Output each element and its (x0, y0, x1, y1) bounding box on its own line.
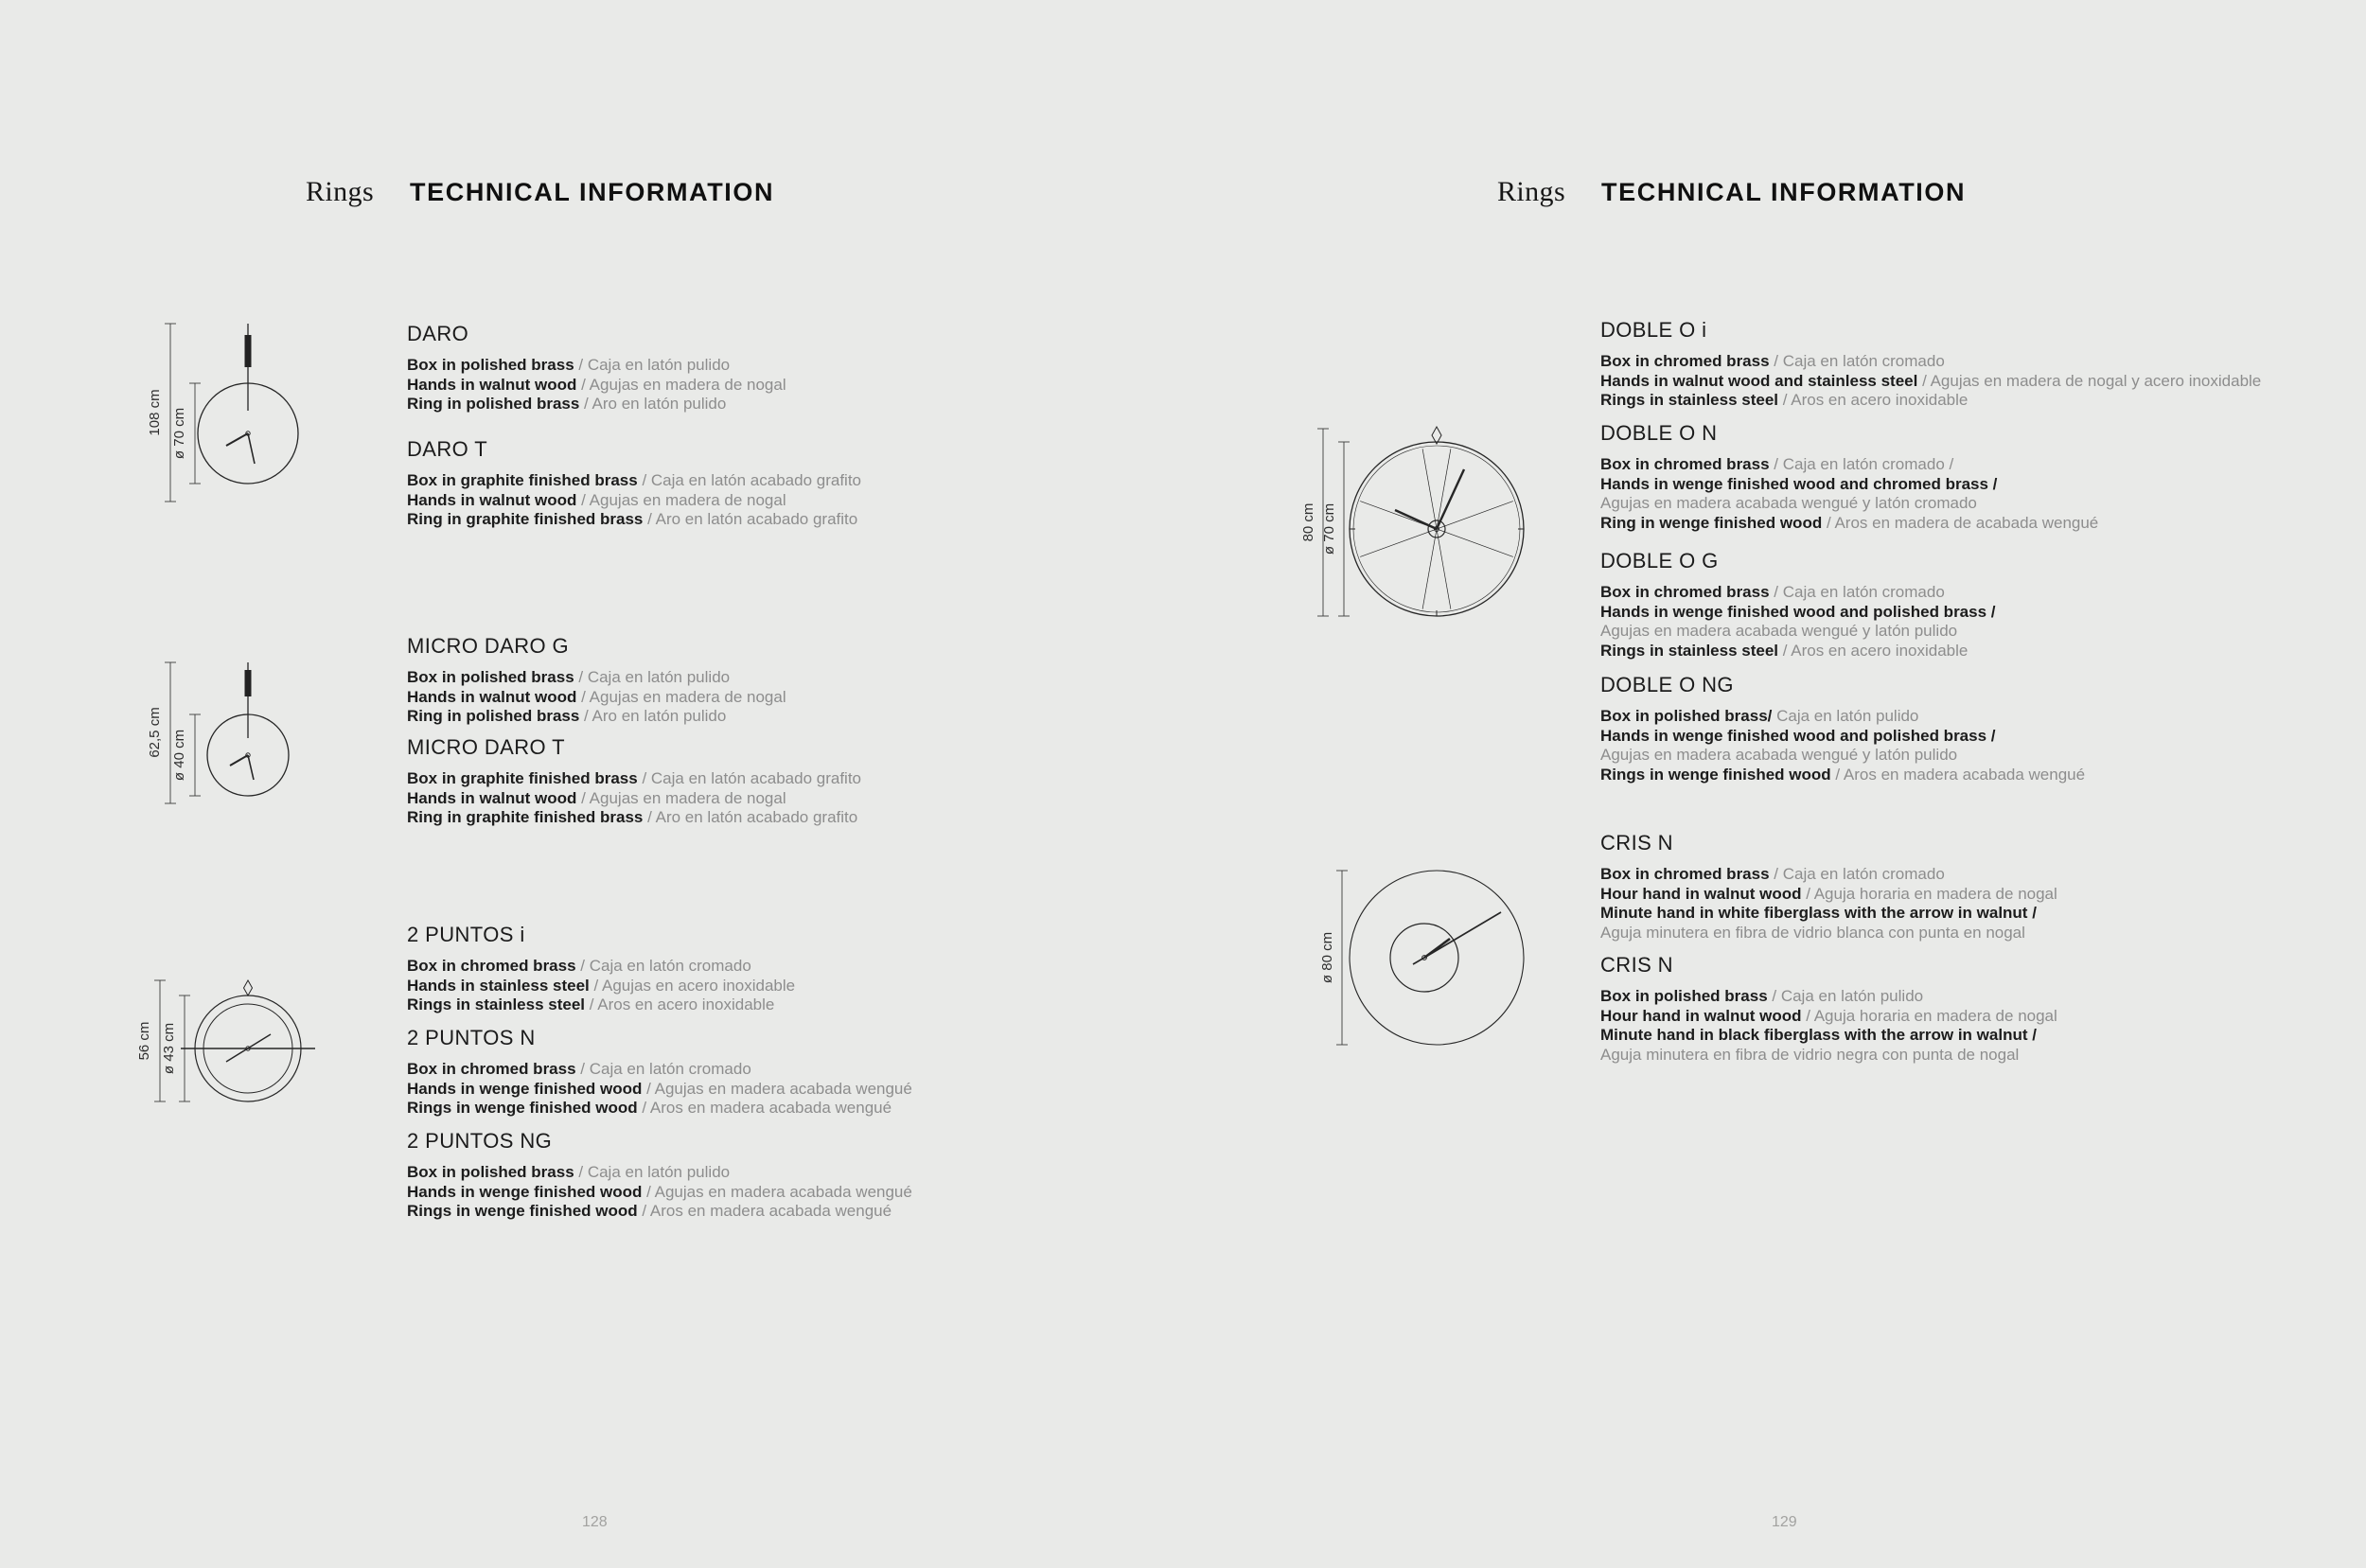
spec-english: Rings in stainless steel (1600, 641, 1779, 660)
spec-line (1600, 865, 2348, 885)
clock-outline (1350, 427, 1524, 616)
product-name: 2 PUNTOS NG (407, 1129, 553, 1153)
spec-spanish: / Aros en madera acabada wengué (637, 1202, 892, 1220)
spec-line (407, 471, 1032, 491)
product-name: 2 PUNTOS i (407, 923, 525, 946)
diameter-dimension-label: ø 43 cm (161, 1022, 177, 1075)
page-number-right: 129 (1772, 1514, 1797, 1530)
product-doble-o-i (1600, 318, 2348, 411)
spec-line (407, 668, 1032, 688)
diameter-dimension-label: ø 80 cm (1319, 931, 1335, 984)
spec-line (407, 1163, 1032, 1183)
spec-english: Box in graphite finished brass (407, 769, 638, 787)
product-cris-n-2 (1600, 953, 2348, 1065)
product-name: DARO (407, 322, 469, 345)
spec-spanish: / Caja en latón acabado grafito (637, 769, 861, 787)
collection-name: Rings (1497, 176, 1566, 207)
product-2-puntos-ng (407, 1129, 1032, 1222)
diameter-dimension (171, 383, 201, 484)
diameter-dimension-label: ø 70 cm (1321, 502, 1337, 555)
spec-spanish: / Caja en latón pulido (1767, 987, 1924, 1005)
product-micro-daro-g (407, 634, 1032, 727)
spec-line (1600, 746, 2348, 766)
spec-line (407, 376, 1032, 396)
spec-line (1600, 455, 2348, 475)
spec-english: Box in graphite finished brass (407, 471, 638, 489)
spec-spanish: / Aguja horaria en madera de nogal (1801, 1006, 2057, 1025)
spec-line (407, 1202, 1032, 1222)
product-name: MICRO DARO G (407, 634, 570, 658)
micro-daro-clock-diagram (134, 655, 324, 811)
spec-line (1600, 352, 2348, 372)
spec-english: Ring in polished brass (407, 395, 580, 413)
product-doble-o-n (1600, 421, 2348, 533)
spec-line (1600, 1046, 2348, 1066)
spec-line (407, 688, 1032, 708)
spec-spanish: Caja en latón pulido (1772, 707, 1919, 725)
spec-line (407, 977, 1032, 996)
spec-line (1600, 622, 2348, 642)
spec-line (1600, 642, 2348, 661)
spec-english: Minute hand in white fiberglass with the arrow in walnut / (1600, 904, 2037, 922)
spec-line (407, 1183, 1032, 1203)
spec-english: Box in polished brass (407, 668, 574, 686)
spec-english: Rings in wenge finished wood (407, 1099, 638, 1117)
clock-outline (1350, 871, 1524, 1045)
spec-line (1600, 514, 2348, 534)
clock-outline (198, 324, 298, 484)
product-name: CRIS N (1600, 831, 1673, 854)
spec-english: Hands in walnut wood (407, 788, 577, 807)
spec-english: Box in polished brass (407, 1163, 574, 1181)
collection-name: Rings (306, 176, 375, 207)
spec-english: Box in chromed brass (1600, 352, 1770, 370)
product-name: DOBLE O N (1600, 421, 1718, 445)
spec-spanish: / Aro en latón pulido (579, 395, 727, 413)
spec-spanish: / Agujas en madera acabada wengué (642, 1182, 912, 1201)
spec-line (407, 1060, 1032, 1080)
spec-english: Hour hand in walnut wood (1600, 884, 1802, 903)
spec-spanish: / Agujas en madera de nogal (576, 490, 786, 509)
spec-line (1600, 904, 2348, 924)
spec-spanish: / Agujas en madera de nogal y acero inoxidable (1917, 371, 2262, 390)
spec-english: Hands in walnut wood (407, 375, 577, 394)
product-doble-o-g (1600, 549, 2348, 661)
spec-spanish: / Caja en latón cromado (1769, 352, 1945, 370)
spec-spanish: / Aros en madera acabada wengué (637, 1099, 892, 1117)
doble-o-clock-diagram (1297, 421, 1562, 643)
spec-spanish: / Caja en latón cromado (1769, 583, 1945, 601)
spec-english: Hour hand in walnut wood (1600, 1006, 1802, 1025)
spec-spanish: / Aros en acero inoxidable (1778, 641, 1969, 660)
product-2-puntos-n (407, 1026, 1032, 1119)
spec-english: Hands in walnut wood and stainless steel (1600, 371, 1918, 390)
product-micro-daro-t (407, 735, 1032, 828)
page-number-left: 128 (582, 1514, 608, 1530)
spec-spanish: / Caja en latón pulido (574, 668, 731, 686)
spec-spanish: / Caja en latón cromado (575, 1060, 751, 1078)
dos-puntos-clock-diagram (118, 967, 336, 1119)
spec-english: Box in chromed brass (1600, 865, 1770, 883)
spec-line (407, 491, 1032, 511)
product-cris-n (1600, 831, 2348, 943)
spec-spanish: / Aro en latón acabado grafito (643, 808, 858, 826)
spec-english: Rings in stainless steel (407, 995, 586, 1013)
spec-line (407, 510, 1032, 530)
page-header-left (306, 176, 774, 208)
height-dimension-label: 62,5 cm (147, 707, 163, 758)
spec-line (407, 707, 1032, 727)
spec-spanish: / Agujas en acero inoxidable (589, 976, 796, 995)
spec-english: Hands in wenge finished wood and polished brass / (1600, 602, 1996, 621)
spec-line (1600, 707, 2348, 727)
spec-line (407, 957, 1032, 977)
spec-spanish: / Aguja horaria en madera de nogal (1801, 884, 2057, 903)
spec-spanish: / Aro en latón pulido (579, 707, 727, 725)
spec-spanish: / Aro en latón acabado grafito (643, 510, 858, 528)
spec-spanish: Agujas en madera acabada wengué y latón pulido (1600, 622, 1958, 640)
spec-english: Rings in wenge finished wood (407, 1202, 638, 1220)
spec-line (1600, 372, 2348, 392)
diameter-dimension (1321, 442, 1350, 616)
spec-english: Hands in wenge finished wood (407, 1079, 643, 1098)
spec-line (1600, 727, 2348, 747)
spec-line (407, 395, 1032, 414)
spec-spanish: Aguja minutera en fibra de vidrio negra con punta de nogal (1600, 1045, 2020, 1064)
spec-spanish: / Caja en latón pulido (574, 1163, 731, 1181)
spec-english: Box in chromed brass (1600, 455, 1770, 473)
spec-english: Ring in graphite finished brass (407, 510, 644, 528)
spec-spanish: / Aros en acero inoxidable (1778, 391, 1969, 409)
clock-outline (207, 662, 289, 796)
spec-english: Hands in walnut wood (407, 687, 577, 706)
product-name: CRIS N (1600, 953, 1673, 977)
spec-line (1600, 583, 2348, 603)
spec-spanish: / Aros en acero inoxidable (585, 995, 775, 1013)
clock-outline (181, 980, 315, 1101)
spec-english: Box in chromed brass (407, 1060, 576, 1078)
diameter-dimension (1319, 871, 1348, 1045)
spec-spanish: / Caja en latón cromado (1769, 865, 1945, 883)
spec-line (1600, 1007, 2348, 1027)
spec-english: Hands in wenge finished wood and polished brass / (1600, 726, 1996, 745)
product-2-puntos-i (407, 923, 1032, 1015)
spec-line (407, 356, 1032, 376)
spec-spanish: / Agujas en madera de nogal (576, 375, 786, 394)
product-daro-t (407, 437, 1032, 530)
product-doble-o-ng (1600, 673, 2348, 784)
spec-spanish: / Aros en madera acabada wengué (1830, 765, 2086, 784)
product-name: MICRO DARO T (407, 735, 565, 759)
spec-english: Rings in stainless steel (1600, 391, 1779, 409)
spec-spanish: / Caja en latón cromado / (1769, 455, 1954, 473)
spec-english: Ring in wenge finished wood (1600, 513, 1823, 532)
product-name: 2 PUNTOS N (407, 1026, 536, 1049)
diameter-dimension (171, 714, 201, 796)
spec-line (1600, 766, 2348, 785)
spec-line (1600, 494, 2348, 514)
spec-english: Hands in walnut wood (407, 490, 577, 509)
page-title: TECHNICAL INFORMATION (1601, 178, 1967, 206)
spec-spanish: Aguja minutera en fibra de vidrio blanca con punta en nogal (1600, 923, 2025, 942)
spec-line (407, 789, 1032, 809)
page-header-right (1497, 176, 1966, 208)
product-name: DOBLE O NG (1600, 673, 1734, 696)
spec-english: Box in polished brass (1600, 987, 1768, 1005)
product-name: DOBLE O i (1600, 318, 1707, 342)
spec-english: Hands in stainless steel (407, 976, 590, 995)
spec-english: Rings in wenge finished wood (1600, 765, 1831, 784)
spec-english: Box in chromed brass (407, 957, 576, 975)
spec-line (407, 1099, 1032, 1119)
spec-spanish: Agujas en madera acabada wengué y latón pulido (1600, 746, 1958, 764)
spec-spanish: / Agujas en madera de nogal (576, 687, 786, 706)
spec-spanish: / Caja en latón pulido (574, 356, 731, 374)
spec-english: Ring in polished brass (407, 707, 580, 725)
height-dimension-label: 80 cm (1300, 502, 1316, 542)
product-name: DARO T (407, 437, 488, 461)
spec-english: Ring in graphite finished brass (407, 808, 644, 826)
product-daro (407, 322, 1032, 414)
spec-english: Box in chromed brass (1600, 583, 1770, 601)
height-dimension-label: 56 cm (136, 1021, 152, 1061)
spec-spanish: Agujas en madera acabada wengué y latón cromado (1600, 494, 1977, 512)
height-dimension-label: 108 cm (147, 389, 163, 436)
spec-spanish: / Agujas en madera de nogal (576, 788, 786, 807)
spec-line (1600, 475, 2348, 495)
cris-clock-diagram (1315, 864, 1552, 1057)
spec-english: Box in polished brass (407, 356, 574, 374)
spec-line (1600, 1026, 2348, 1046)
spec-spanish: / Caja en latón cromado (575, 957, 751, 975)
spec-english: Box in polished brass/ (1600, 707, 1773, 725)
page-title: TECHNICAL INFORMATION (410, 178, 775, 206)
diameter-dimension-label: ø 40 cm (171, 729, 187, 782)
spec-spanish: / Aros en madera de acabada wengué (1822, 513, 2099, 532)
spec-spanish: / Agujas en madera acabada wengué (642, 1079, 912, 1098)
spec-line (407, 995, 1032, 1015)
spec-line (1600, 885, 2348, 905)
diameter-dimension-label: ø 70 cm (171, 407, 187, 460)
spec-line (407, 1080, 1032, 1100)
spec-english: Hands in wenge finished wood and chromed brass / (1600, 474, 1998, 493)
spec-line (1600, 987, 2348, 1007)
spec-line (1600, 391, 2348, 411)
spec-english: Hands in wenge finished wood (407, 1182, 643, 1201)
spec-line (407, 808, 1032, 828)
spec-line (407, 769, 1032, 789)
spec-spanish: / Caja en latón acabado grafito (637, 471, 861, 489)
spec-english: Minute hand in black fiberglass with the arrow in walnut / (1600, 1026, 2037, 1044)
product-name: DOBLE O G (1600, 549, 1719, 573)
daro-clock-diagram (134, 314, 324, 513)
spec-line (1600, 603, 2348, 623)
spec-line (1600, 924, 2348, 943)
